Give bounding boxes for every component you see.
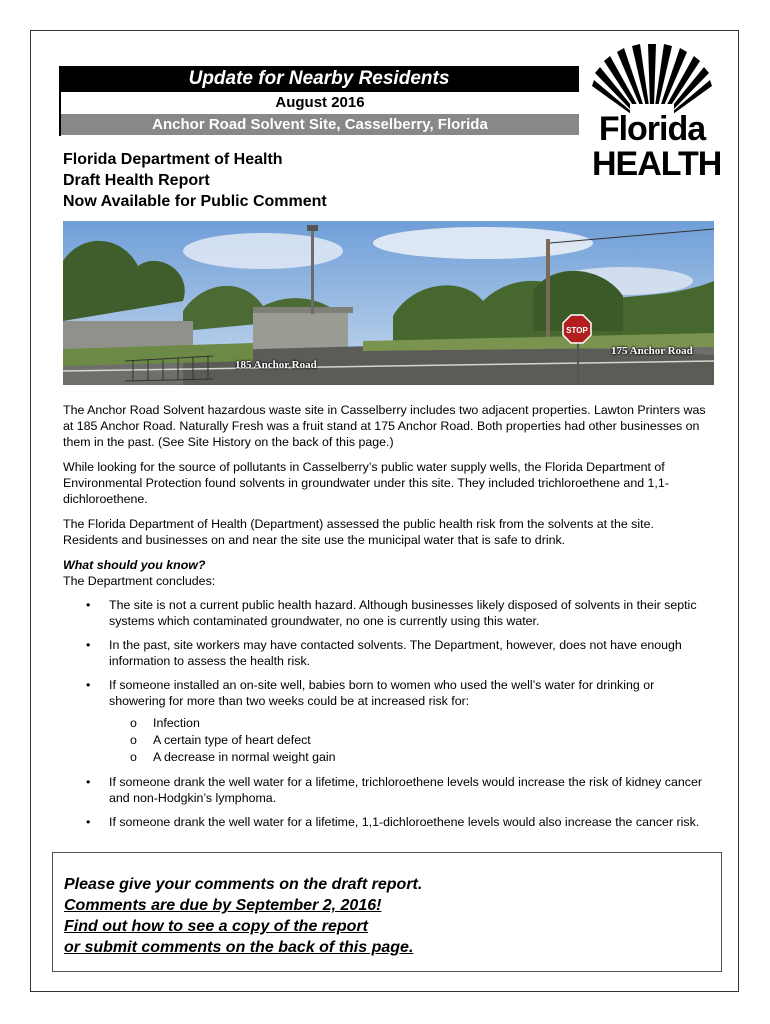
sublist-item: o A decrease in normal weight gain (130, 750, 336, 764)
bullet-icon: • (86, 815, 91, 829)
circle-bullet-icon: o (130, 750, 137, 764)
header-title: Update for Nearby Residents (59, 66, 579, 92)
comment-callout (64, 874, 704, 958)
cta-line: Please give your comments on the draft report. (64, 876, 423, 893)
conclusions-list (63, 597, 711, 838)
know-heading: What should you know? (63, 558, 206, 572)
cta-due-date: Comments are due by September 2, 2016! (64, 897, 382, 914)
paragraph: The Florida Department of Health (Department) assessed the public health risk from the solvents at the site. Residents and businesses on and near the site use the municipal water that is safe to drink. (63, 517, 654, 547)
florida-health-logo (592, 44, 722, 186)
subtitle-line: Florida Department of Health (63, 151, 283, 168)
list-item: • If someone installed an on-site well, babies born to women who used the well’s water for drinking or showering for more than two weeks could be at increased risk for: o Infection o A certain type of heart defect o A decrease in normal weight gain (63, 677, 711, 766)
cta-submit-link[interactable]: or submit comments on the back of this page. (64, 939, 414, 956)
bullet-icon: • (86, 598, 91, 612)
sunburst-icon (592, 44, 712, 114)
header-site: Anchor Road Solvent Site, Casselberry, Florida (61, 114, 579, 135)
list-item: • If someone drank the well water for a lifetime, trichloroethene levels would increase the risk of kidney cancer and non-Hodgkin’s lymphoma. (86, 775, 702, 805)
logo-text-health: HEALTH (592, 145, 722, 183)
sublist-item: o Infection (130, 716, 200, 730)
bullet-icon: • (86, 638, 91, 652)
paragraph: The Anchor Road Solvent hazardous waste site in Casselberry includes two adjacent properties. Lawton Printers was at 185 Anchor Road. Naturally Fresh was a fruit stand at 175 Anchor Road. Both properties had other businesses on them in the past. (See Site History on the back of this page.) (63, 403, 706, 449)
paragraph: While looking for the source of pollutants in Casselberry’s public water supply wells, the Florida Department of Environmental Protection found solvents in groundwater under this site. They included trichloroethene and 1,1-dichloroethene. (63, 460, 669, 506)
bullet-icon: • (86, 775, 91, 789)
photo-label-175: 175 Anchor Road (611, 345, 693, 357)
site-photo (63, 221, 714, 385)
list-item: • In the past, site workers may have contacted solvents. The Department, however, does not have enough information to assess the health risk. (86, 638, 682, 668)
subtitle-line: Now Available for Public Comment (63, 193, 327, 210)
header-date: August 2016 (275, 94, 365, 111)
list-item: • If someone drank the well water for a lifetime, 1,1-dichloroethene levels would also increase the cancer risk. (86, 815, 700, 829)
know-section (63, 557, 711, 589)
circle-bullet-icon: o (130, 716, 137, 730)
sublist-item: o A certain type of heart defect (130, 733, 311, 747)
bullet-icon: • (86, 678, 91, 692)
paragraph-intro (63, 402, 711, 450)
know-intro: The Department concludes: (63, 574, 216, 588)
list-item: • The site is not a current public health hazard. Although businesses likely disposed of solvents in their septic systems which contaminated groundwater, no one is currently using this water. (86, 598, 697, 628)
report-subtitle (63, 149, 483, 212)
paragraph-dep (63, 459, 711, 507)
logo-text-florida: Florida (598, 110, 706, 148)
risk-sublist (109, 715, 711, 766)
photo-label-185: 185 Anchor Road (235, 359, 317, 371)
paragraph-assessment (63, 516, 711, 548)
cta-report-link[interactable]: Find out how to see a copy of the report (64, 918, 369, 935)
stop-sign-text: STOP (566, 326, 588, 335)
subtitle-line: Draft Health Report (63, 172, 210, 189)
circle-bullet-icon: o (130, 733, 137, 747)
